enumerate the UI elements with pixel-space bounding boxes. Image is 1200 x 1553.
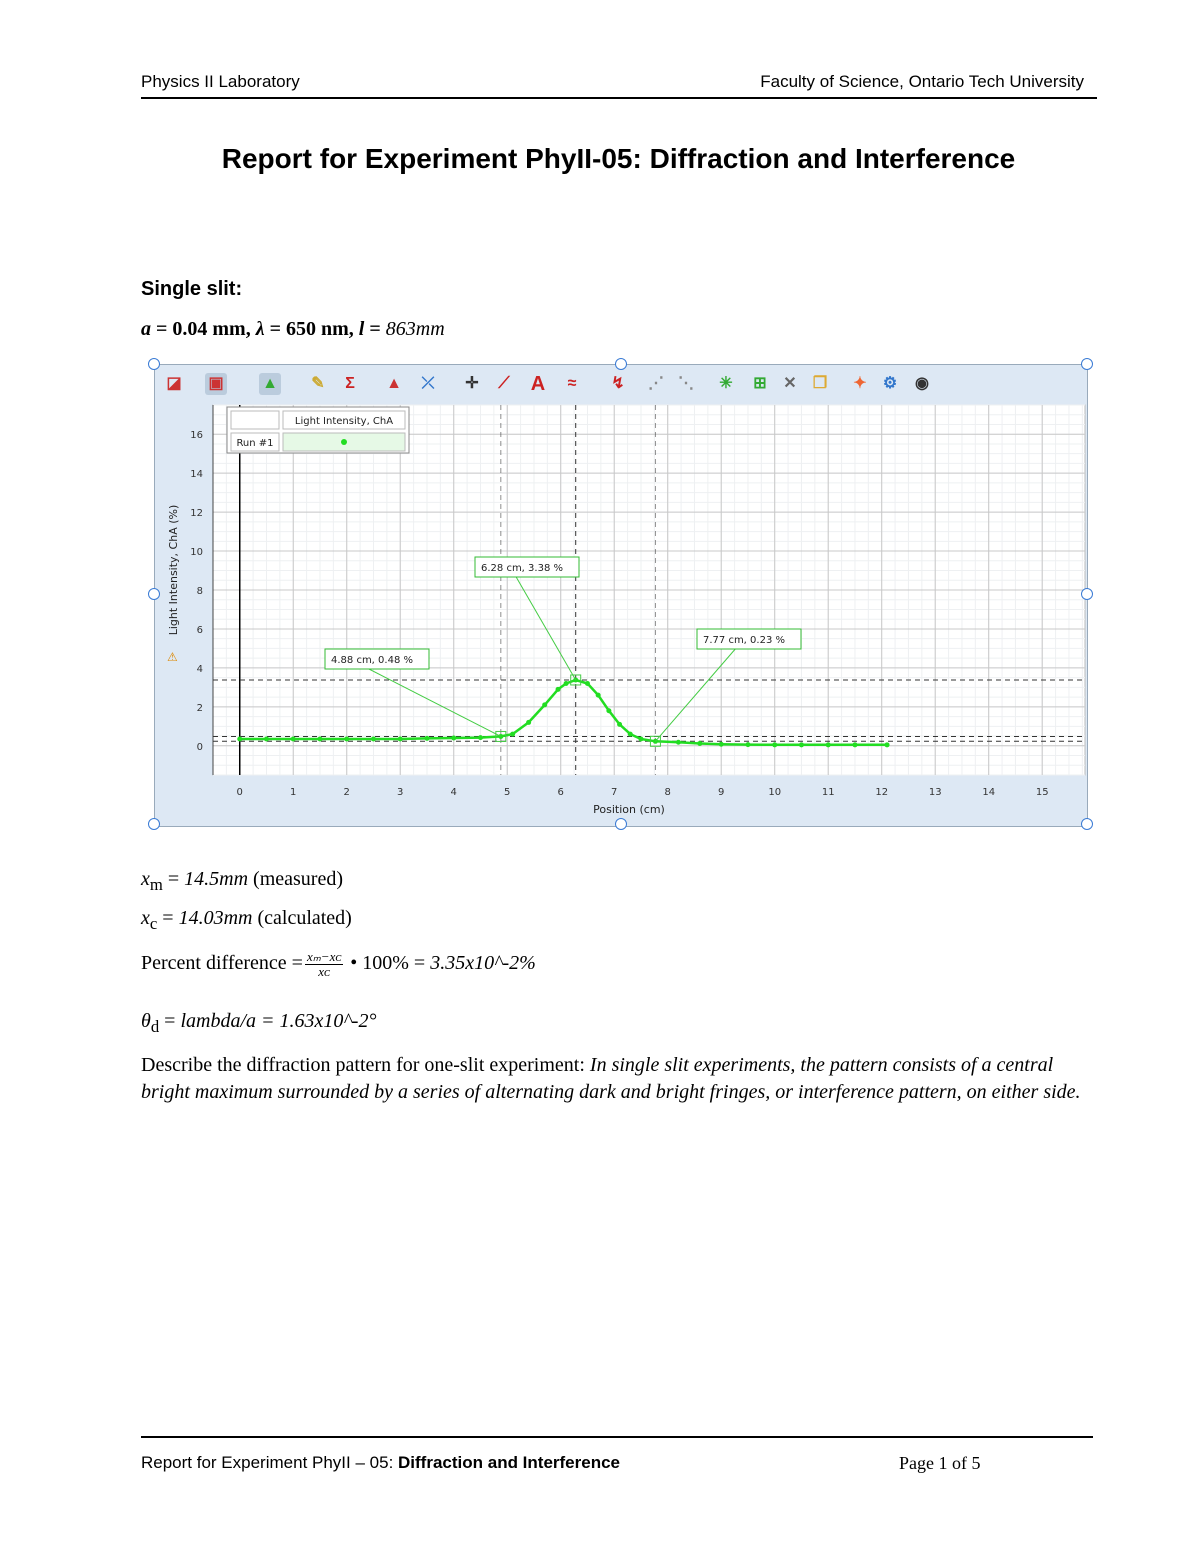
xm-value: 14.5mm: [184, 868, 249, 890]
y-tick-label: 2: [196, 702, 203, 714]
scale-icon[interactable]: ◪: [166, 375, 182, 392]
data-point: [719, 742, 724, 747]
footer-left: [141, 1453, 620, 1473]
lambda-value: = 650 nm,: [264, 318, 359, 340]
a-symbol: a: [141, 318, 151, 340]
x-tick-label: 7: [611, 787, 618, 798]
data-point: [772, 742, 777, 747]
pct-fraction: [305, 950, 343, 979]
data-point: [478, 735, 483, 740]
header-right: Faculty of Science, Ontario Tech University: [760, 72, 1084, 91]
data-point: [799, 742, 804, 747]
highlight-icon[interactable]: ✎: [311, 375, 325, 392]
sketch-icon[interactable]: ↯: [611, 375, 625, 392]
data-point: [264, 736, 269, 741]
data-point: [826, 742, 831, 747]
intensity-chart[interactable]: [155, 403, 1087, 826]
data-point: [745, 742, 750, 747]
pin-icon[interactable]: ✦: [853, 375, 867, 392]
y-tick-label: 8: [196, 586, 203, 597]
data-point: [542, 702, 547, 707]
show-points-icon[interactable]: ⋱: [678, 375, 694, 392]
y-tick-label: 6: [196, 624, 203, 636]
y-axis-label: Light Intensity, ChA (%): [167, 504, 180, 636]
x-tick-label: 12: [875, 787, 889, 798]
data-point: [585, 681, 590, 686]
data-point: [885, 742, 890, 747]
y-tick-label: 10: [190, 547, 203, 559]
curve-fit-icon[interactable]: ⤫: [421, 375, 435, 392]
copy-icon[interactable]: ❐: [812, 375, 828, 392]
data-point: [628, 732, 633, 737]
description-prompt: Describe the diffraction pattern for one-slit experiment:: [141, 1054, 590, 1076]
data-point: [398, 736, 403, 741]
data-point: [510, 732, 515, 737]
data-point: [638, 736, 643, 741]
area-icon[interactable]: ▲: [386, 375, 402, 392]
l-equals: =: [364, 318, 386, 340]
x-axis-label: Position (cm): [593, 803, 665, 816]
connect-points-icon[interactable]: ⋰: [648, 375, 664, 392]
prediction-icon[interactable]: ≈: [567, 375, 577, 392]
pct-label: Percent difference =: [141, 952, 303, 975]
graph-display[interactable]: [154, 364, 1088, 827]
x-tick-label: 9: [718, 787, 725, 798]
y-tick-label: 16: [190, 430, 203, 442]
resize-handle-right[interactable]: [1081, 588, 1093, 600]
data-point: [498, 734, 503, 739]
x-tick-label: 0: [236, 787, 243, 798]
pct-numerator: xₘ−xᴄ: [306, 949, 342, 964]
graph-toolbar: [155, 365, 1087, 403]
data-point: [617, 722, 622, 727]
xm-note: (measured): [248, 868, 343, 890]
xm-subscript: m: [149, 875, 163, 894]
x-tick-label: 15: [1035, 787, 1049, 798]
x-tick-label: 3: [397, 787, 404, 798]
axes-icon[interactable]: ▣: [205, 373, 227, 395]
footer-rule: [141, 1436, 1093, 1438]
slope-icon[interactable]: ⟋: [498, 375, 510, 392]
add-axis-icon[interactable]: ⊞: [753, 375, 767, 392]
y-tick-label: 4: [196, 663, 203, 675]
x-tick-label: 2: [343, 787, 350, 798]
data-point: [344, 736, 349, 741]
page-title: Report for Experiment PhyII-05: Diffraction and Interference: [221, 143, 1016, 174]
theta-symbol: θ: [141, 1010, 151, 1032]
y-tick-label: 14: [190, 469, 203, 481]
pct-denominator: xᴄ: [318, 964, 330, 979]
xc-value: 14.03mm: [178, 907, 253, 929]
data-point: [451, 736, 456, 741]
xm-symbol: x: [141, 868, 150, 890]
x-tick-label: 10: [768, 787, 782, 798]
data-point: [556, 687, 561, 692]
theta-line: [141, 1010, 376, 1037]
data-point: [526, 720, 531, 725]
description-answer: In single slit experiments, the pattern consists of a central bright maximum surrounded by a series of alternating dark and bright fringes, or interference pattern, on either side.: [141, 1054, 1081, 1103]
section-heading: Single slit:: [141, 278, 243, 300]
y-tick-label: 12: [190, 508, 203, 520]
data-point: [564, 681, 569, 686]
l-symbol: l: [358, 318, 365, 340]
x-tick-label: 1: [290, 787, 297, 798]
data-point: [596, 693, 601, 698]
resize-handle-tr[interactable]: [1081, 358, 1093, 370]
annotation-label: 7.77 cm, 0.23 %: [703, 635, 785, 646]
coordinates-icon[interactable]: ✛: [465, 375, 479, 392]
legend-header: Light Intensity, ChA: [294, 416, 394, 427]
x-tick-label: 4: [450, 787, 457, 798]
legend-header-blank: [231, 411, 279, 429]
resize-handle-br[interactable]: [1081, 818, 1093, 830]
data-point: [424, 736, 429, 741]
xc-note: (calculated): [252, 907, 352, 929]
l-value: 863mm: [385, 318, 445, 340]
annotation-label: 4.88 cm, 0.48 %: [331, 655, 413, 666]
resize-handle-tl[interactable]: [148, 358, 160, 370]
xm-equals: =: [162, 868, 185, 890]
data-visibility-icon[interactable]: ▲: [259, 373, 281, 395]
theta-value: lambda/a = 1.63x10^-2°: [180, 1010, 377, 1032]
xc-subscript: c: [149, 914, 158, 933]
footer-left-plain: Report for Experiment PhyII – 05:: [141, 1453, 399, 1472]
theta-subscript: d: [150, 1017, 160, 1036]
data-point: [606, 708, 611, 713]
warning-icon: ⚠: [167, 650, 178, 664]
x-tick-label: 5: [504, 787, 511, 798]
resize-handle-bl[interactable]: [148, 818, 160, 830]
data-point: [697, 741, 702, 746]
xc-equals: =: [157, 907, 179, 929]
data-point: [371, 736, 376, 741]
pct-value: 3.35x10^-2%: [430, 952, 536, 975]
legend-swatch: [341, 439, 347, 445]
x-tick-label: 14: [982, 787, 996, 798]
annotation-icon[interactable]: A: [530, 373, 546, 395]
resize-handle-left[interactable]: [148, 588, 160, 600]
delete-icon[interactable]: ✕: [783, 375, 797, 392]
xc-symbol: x: [141, 907, 150, 929]
xm-line: [141, 868, 343, 895]
annotation-label: 6.28 cm, 3.38 %: [481, 563, 563, 574]
a-value: = 0.04 mm,: [151, 318, 256, 340]
data-point: [237, 736, 242, 741]
data-point: [852, 742, 857, 747]
footer-page: Page 1 of 5: [899, 1453, 981, 1473]
x-tick-label: 13: [928, 787, 942, 798]
description: [141, 1052, 1091, 1106]
resize-handle-bottom[interactable]: [615, 818, 627, 830]
slit-parameters: [141, 318, 445, 341]
add-plot-icon[interactable]: ✳: [719, 375, 733, 392]
data-point: [291, 736, 296, 741]
lambda-symbol: λ: [255, 318, 265, 340]
header-left: Physics II Laboratory: [141, 72, 300, 91]
pct-mid: • 100% =: [345, 952, 431, 975]
xc-line: [141, 907, 352, 934]
theta-equals: =: [159, 1010, 181, 1032]
legend-run-label: Run #1: [236, 438, 274, 449]
header-rule: [141, 97, 1097, 99]
percent-difference-line: [141, 950, 536, 979]
x-tick-label: 6: [557, 787, 564, 798]
x-tick-label: 8: [664, 787, 671, 798]
settings-gear-icon[interactable]: ⚙: [882, 375, 898, 392]
x-tick-label: 11: [821, 787, 835, 798]
footer-left-bold: Diffraction and Interference: [398, 1453, 621, 1472]
y-tick-label: 0: [196, 741, 203, 753]
eye-icon[interactable]: ◉: [915, 375, 929, 392]
statistics-icon[interactable]: Σ: [345, 375, 355, 392]
data-point: [317, 736, 322, 741]
data-point: [676, 740, 681, 745]
resize-handle-top[interactable]: [615, 358, 627, 370]
